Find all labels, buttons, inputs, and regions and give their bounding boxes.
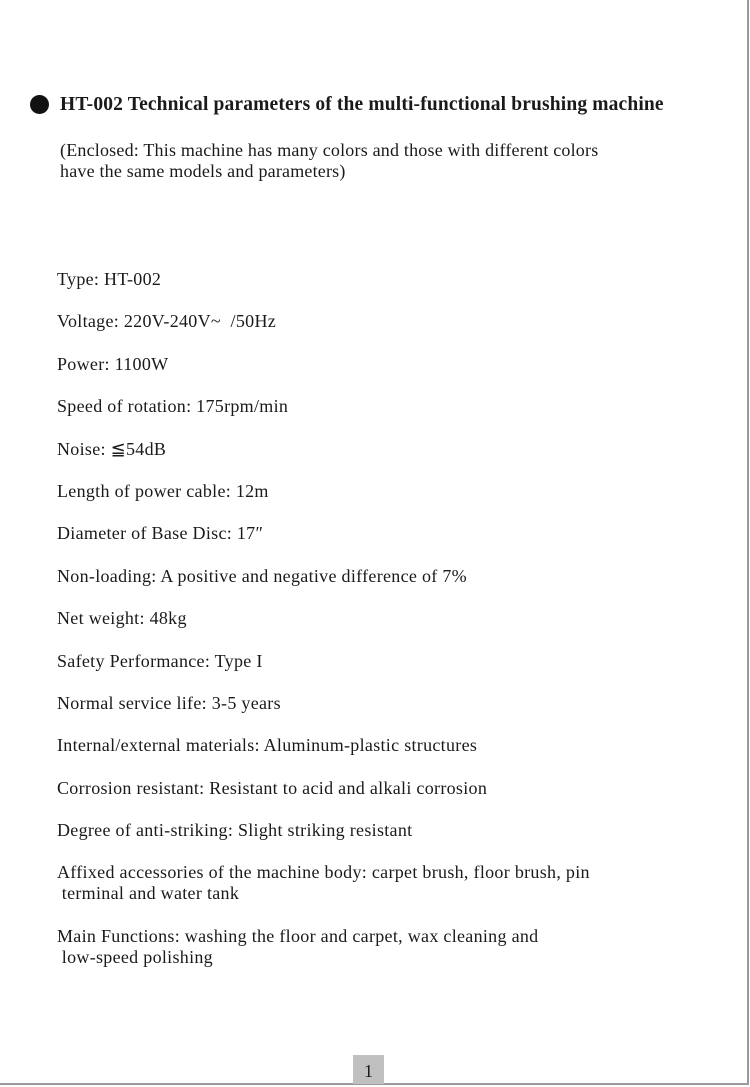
- spec-line: terminal and water tank: [57, 883, 240, 904]
- spec-line: Voltage: 220V-240V~ /50Hz: [57, 311, 277, 332]
- spec-line: Diameter of Base Disc: 17″: [57, 523, 264, 544]
- spec-item: [57, 566, 590, 587]
- page-number: 1: [353, 1055, 384, 1084]
- spec-line: Affixed accessories of the machine body: carpet brush, floor brush, pin: [57, 862, 590, 883]
- spec-list: [57, 269, 590, 968]
- spec-line: Safety Performance: Type I: [57, 650, 263, 671]
- spec-item: [57, 778, 590, 799]
- spec-line: Type: HT-002: [57, 269, 162, 289]
- spec-item: [57, 651, 590, 672]
- enclosed-note: [60, 140, 598, 182]
- spec-line: Speed of rotation: 175rpm/min: [57, 396, 289, 417]
- spec-item: [57, 862, 590, 904]
- spec-line: Degree of anti-striking: Slight striking resistant: [57, 820, 413, 841]
- spec-line: Main Functions: washing the floor and carpet, wax cleaning and: [57, 925, 539, 946]
- spec-item: [57, 481, 590, 502]
- spec-item: [57, 608, 590, 629]
- spec-item: [57, 439, 590, 460]
- spec-item: [57, 820, 590, 841]
- spec-item: [57, 269, 590, 290]
- note-line: (Enclosed: This machine has many colors and those with different colors: [60, 140, 599, 160]
- spec-item: [57, 311, 590, 332]
- spec-line: Length of power cable: 12m: [57, 480, 269, 501]
- spec-line: Internal/external materials: Aluminum-plastic structures: [57, 735, 478, 756]
- spec-line: Normal service life: 3-5 years: [57, 692, 281, 713]
- spec-item: [57, 693, 590, 714]
- spec-line: Net weight: 48kg: [57, 608, 187, 629]
- spec-line: Power: 1100W: [57, 353, 169, 374]
- spec-line: low-speed polishing: [57, 946, 213, 967]
- bullet-icon: [30, 95, 49, 114]
- page-title: HT-002 Technical parameters of the multi-functional brushing machine: [60, 94, 664, 115]
- spec-item: [57, 396, 590, 417]
- spec-line: Noise: ≦54dB: [57, 438, 167, 459]
- spec-line: Corrosion resistant: Resistant to acid and alkali corrosion: [57, 777, 488, 798]
- spec-item: [57, 523, 590, 544]
- note-line: have the same models and parameters): [60, 161, 346, 181]
- spec-line: Non-loading: A positive and negative difference of 7%: [57, 565, 467, 586]
- spec-item: [57, 735, 590, 756]
- spec-item: [57, 354, 590, 375]
- spec-item: [57, 926, 590, 968]
